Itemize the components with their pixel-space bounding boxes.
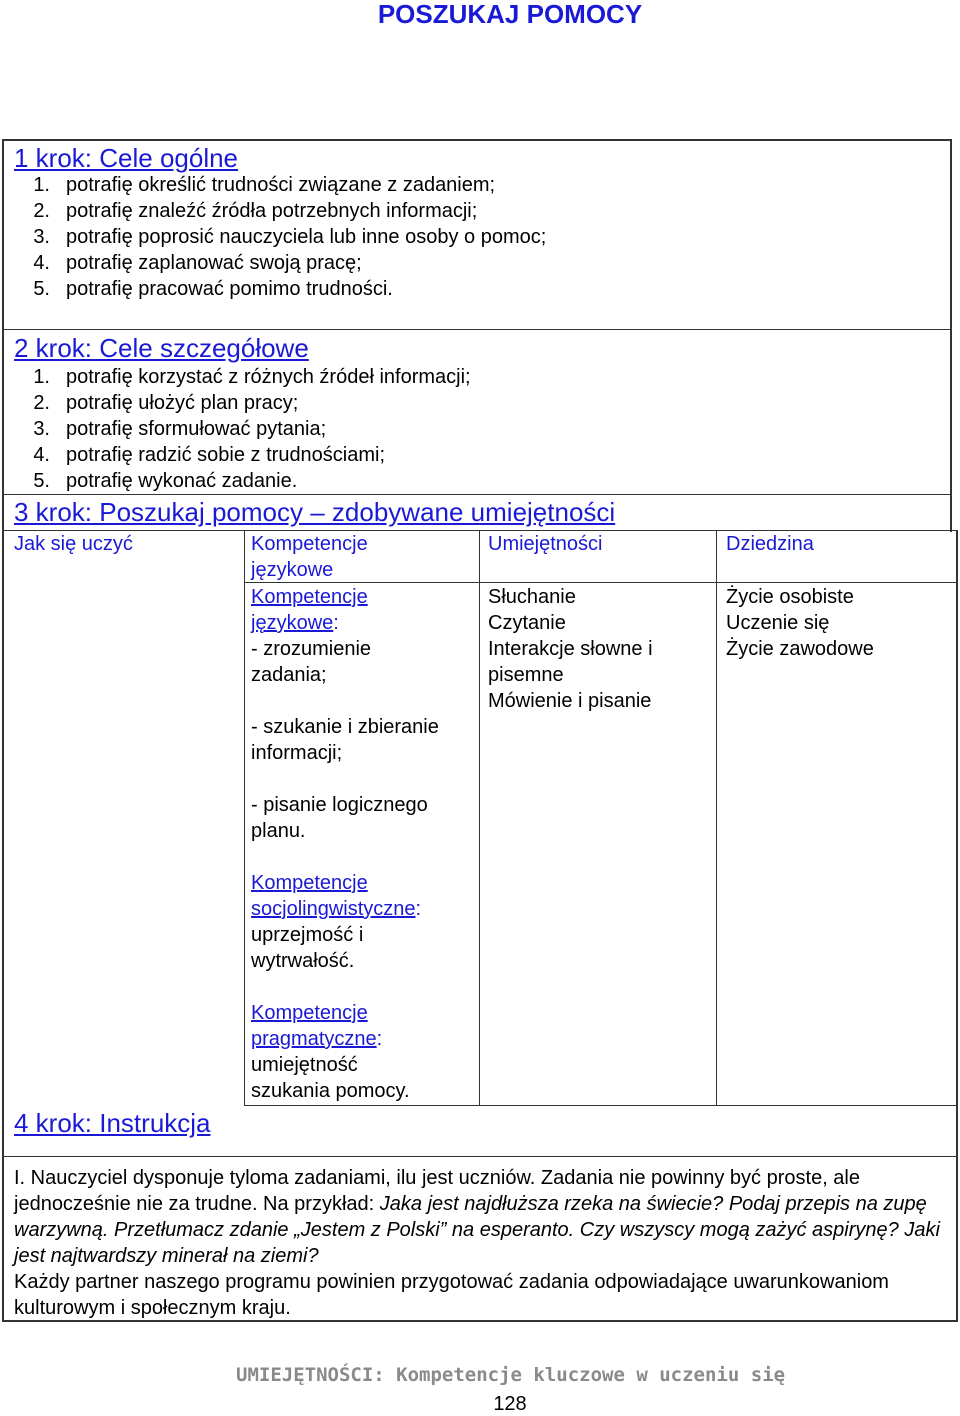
footer-text: UMIEJĘTNOŚCI: Kompetencje kluczowe w uczeniu się xyxy=(236,1364,786,1386)
header-kompetencje: Kompetencje językowe xyxy=(251,533,368,581)
header-umiejetnosci: Umiejętności xyxy=(488,533,603,555)
list-item: pisemne xyxy=(488,664,564,686)
list-item: 4. potrafię radzić sobie z trudnościami; xyxy=(33,444,386,466)
step1-heading: 1 krok: Cele ogólne xyxy=(14,143,239,173)
step2-list xyxy=(14,364,471,494)
step1-list xyxy=(14,172,546,302)
frame-top-border xyxy=(2,139,952,141)
list-item: 4. potrafię zaplanować swoją pracę; xyxy=(33,252,362,274)
page-number: 128 xyxy=(493,1393,527,1415)
table-col-divider-1 xyxy=(244,530,245,1105)
list-item: 1. potrafię korzystać z różnych źródeł informacji; xyxy=(33,366,471,388)
frame-left-border xyxy=(2,139,4,1322)
table-bottom-border xyxy=(244,1105,958,1106)
page-title: POSZUKAJ POMOCY xyxy=(377,0,643,29)
list-item: 1. potrafię określić trudności związane z zadaniem; xyxy=(33,174,496,196)
list-item: 5. potrafię pracować pomimo trudności. xyxy=(33,278,393,300)
step3-heading: 3 krok: Poszukaj pomocy – zdobywane umiejętności xyxy=(14,497,616,527)
header-jak-sie-uczyc: Jak się uczyć xyxy=(14,533,133,555)
header-dziedzina: Dziedzina xyxy=(726,533,814,555)
list-item: 5. potrafię wykonać zadanie. xyxy=(33,470,298,492)
list-item: Czytanie xyxy=(488,612,566,634)
domain-cell xyxy=(726,584,951,662)
frame-right-border-upper xyxy=(950,139,952,532)
list-item: 3. potrafię sformułować pytania; xyxy=(33,418,327,440)
step1-separator xyxy=(2,329,952,330)
instruction-paragraph: I. Nauczyciel dysponuje tyloma zadaniami, ilu jest uczniów. Zadania nie powinny być proste, ale jednocześnie nie za trudne. Na przykład: Jaka jest najdłuższa rzeka na świecie? Podaj przepis na zupę warzywną. Przetłumacz zdanie „Jestem z Polski” na esperanto. Czy wszyscy mogą zażyć aspirynę? Jaki jest najtwardszy minerał na ziemi? xyxy=(14,1167,940,1267)
table-top-border xyxy=(2,530,958,531)
list-item: Uczenie się xyxy=(726,612,830,634)
skills-cell xyxy=(488,584,713,714)
list-item: 2. potrafię znaleźć źródła potrzebnych informacji; xyxy=(33,200,478,222)
competences-cell: Kompetencje językowe: - zrozumienie zadania; - szukanie i zbieranie informacji; - pisanie logicznego planu. Kompetencje socjolingwistyczne: uprzejmość i wytrwałość. Kompetencje pragmatyczne: umiejętność szukania pomocy. xyxy=(251,586,439,1102)
list-item: Słuchanie xyxy=(488,586,576,608)
list-item: Życie osobiste xyxy=(726,586,854,608)
list-item: Interakcje słowne i xyxy=(488,638,653,660)
list-item: 2. potrafię ułożyć plan pracy; xyxy=(33,392,299,414)
step2-separator xyxy=(2,494,952,495)
step4-heading: 4 krok: Instrukcja xyxy=(14,1108,211,1138)
instruction-paragraph-2: Każdy partner naszego programu powinien przygotować zadania odpowiadające uwarunkowaniom kulturowym i społecznym kraju. xyxy=(14,1271,889,1319)
table-col-divider-2 xyxy=(479,530,480,1105)
list-item: 3. potrafię poprosić nauczyciela lub inne osoby o pomoc; xyxy=(33,226,547,248)
step2-heading: 2 krok: Cele szczegółowe xyxy=(14,333,309,363)
table-col-divider-3 xyxy=(716,530,717,1105)
list-item: Mówienie i pisanie xyxy=(488,690,652,712)
frame-right-border-lower xyxy=(956,530,958,1322)
step4-bottom-separator xyxy=(2,1156,958,1157)
list-item: Życie zawodowe xyxy=(726,638,874,660)
